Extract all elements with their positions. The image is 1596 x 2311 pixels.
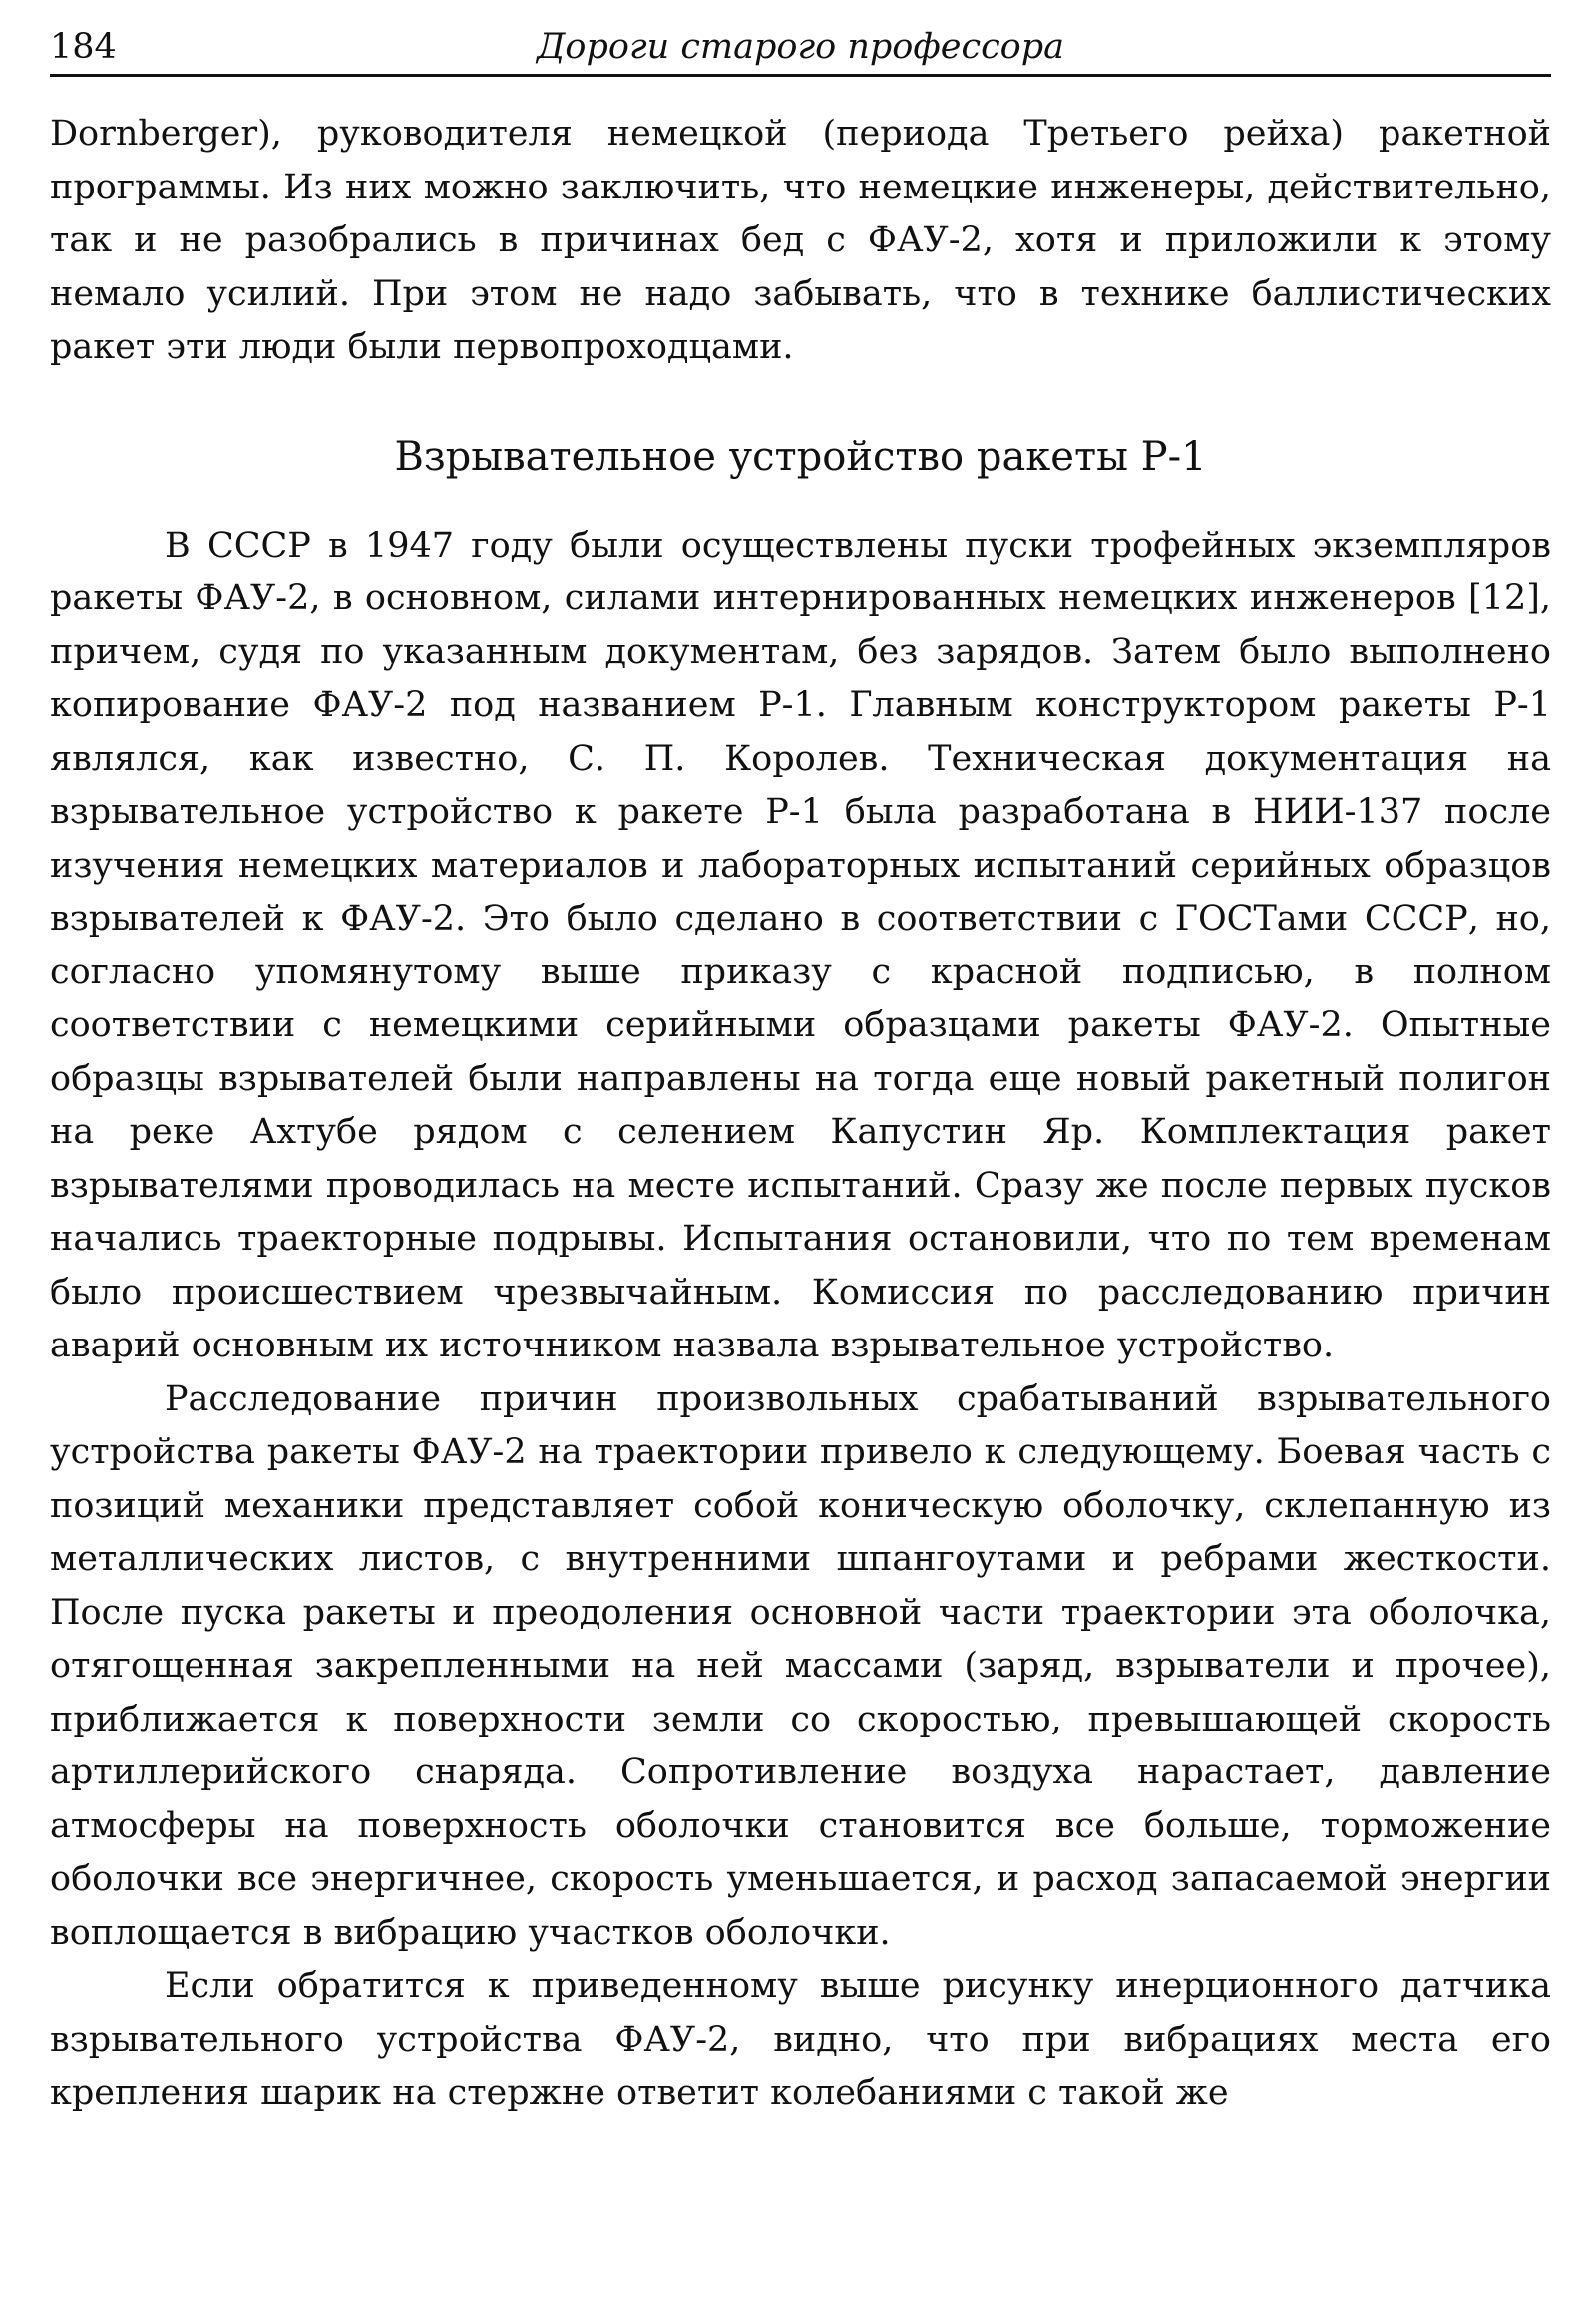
paragraph-continued: Dornberger), руководителя немецкой (периода Третьего рейха) ракетной программы. Из них можно заключить, что немецкие инженеры, действительно, так и не разобрались в причинах бед с ФАУ-2, хотя и приложили к этому немало усилий. При этом не надо забывать, что в технике баллистических ракет эти люди были первопроходцами.	[50, 114, 1551, 367]
page-number: 184	[50, 27, 117, 67]
book-page	[50, 22, 1551, 2120]
paragraph: Расследование причин произвольных срабатываний взрывательного устройства ракеты ФАУ-2 на траектории привело к следующему. Боевая часть с позиций механики представляет собой коническую оболочку, склепанную из металлических листов, с внутренними шпангоутами и ребрами жесткости. После пуска ракеты и преодоления основной части траектории эта оболочка, отягощенная закрепленными на ней массами (заряд, взрыватели и прочее), приближается к поверхности земли со скоростью, превышающей скорость артиллерийского снаряда. Сопротивление воздуха нарастает, давление атмосферы на поверхность оболочки становится все больше, торможение оболочки все энергичнее, скорость уменьшается, и расход запасаемой энергии воплощается в вибрацию участков оболочки.	[50, 1378, 1551, 1953]
body-text	[50, 108, 1551, 2120]
section-heading: Взрывательное устройство ракеты Р-1	[394, 433, 1207, 480]
paragraph: Если обратится к приведенному выше рисунку инерционного датчика взрывательного устройства ФАУ-2, видно, что при вибрациях места его крепления шарик на стержне ответит колебаниями с такой же	[50, 1966, 1551, 2113]
running-head	[50, 22, 1551, 77]
running-title: Дороги старого профессора	[536, 27, 1065, 67]
paragraph: В СССР в 1947 году были осуществлены пуски трофейных экземпляров ракеты ФАУ-2, в основном, силами интернированных немецких инженеров [12], причем, судя по указанным документам, без зарядов. Затем было выполнено копирование ФАУ-2 под названием Р-1. Главным конструктором ракеты Р-1 являлся, как известно, С. П. Королев. Техническая документация на взрывательное устройство к ракете Р-1 была разработана в НИИ-137 после изучения немецких материалов и лабораторных испытаний серийных образцов взрывателей к ФАУ-2. Это было сделано в соответствии с ГОСТами СССР, но, согласно упомянутому выше приказу с красной подписью, в полном соответствии с немецкими серийными образцами ракеты ФАУ-2. Опытные образцы взрывателей были направлены на тогда еще новый ракетный полигон на реке Ахтубе рядом с селением Капустин Яр. Комплектация ракет взрывателями проводилась на месте испытаний. Сразу же после первых пусков начались траекторные подрывы. Испытания остановили, что по тем временам было происшествием чрезвычайным. Комиссия по расследованию причин аварий основным их источником назвала взрывательное устройство.	[50, 525, 1551, 1365]
